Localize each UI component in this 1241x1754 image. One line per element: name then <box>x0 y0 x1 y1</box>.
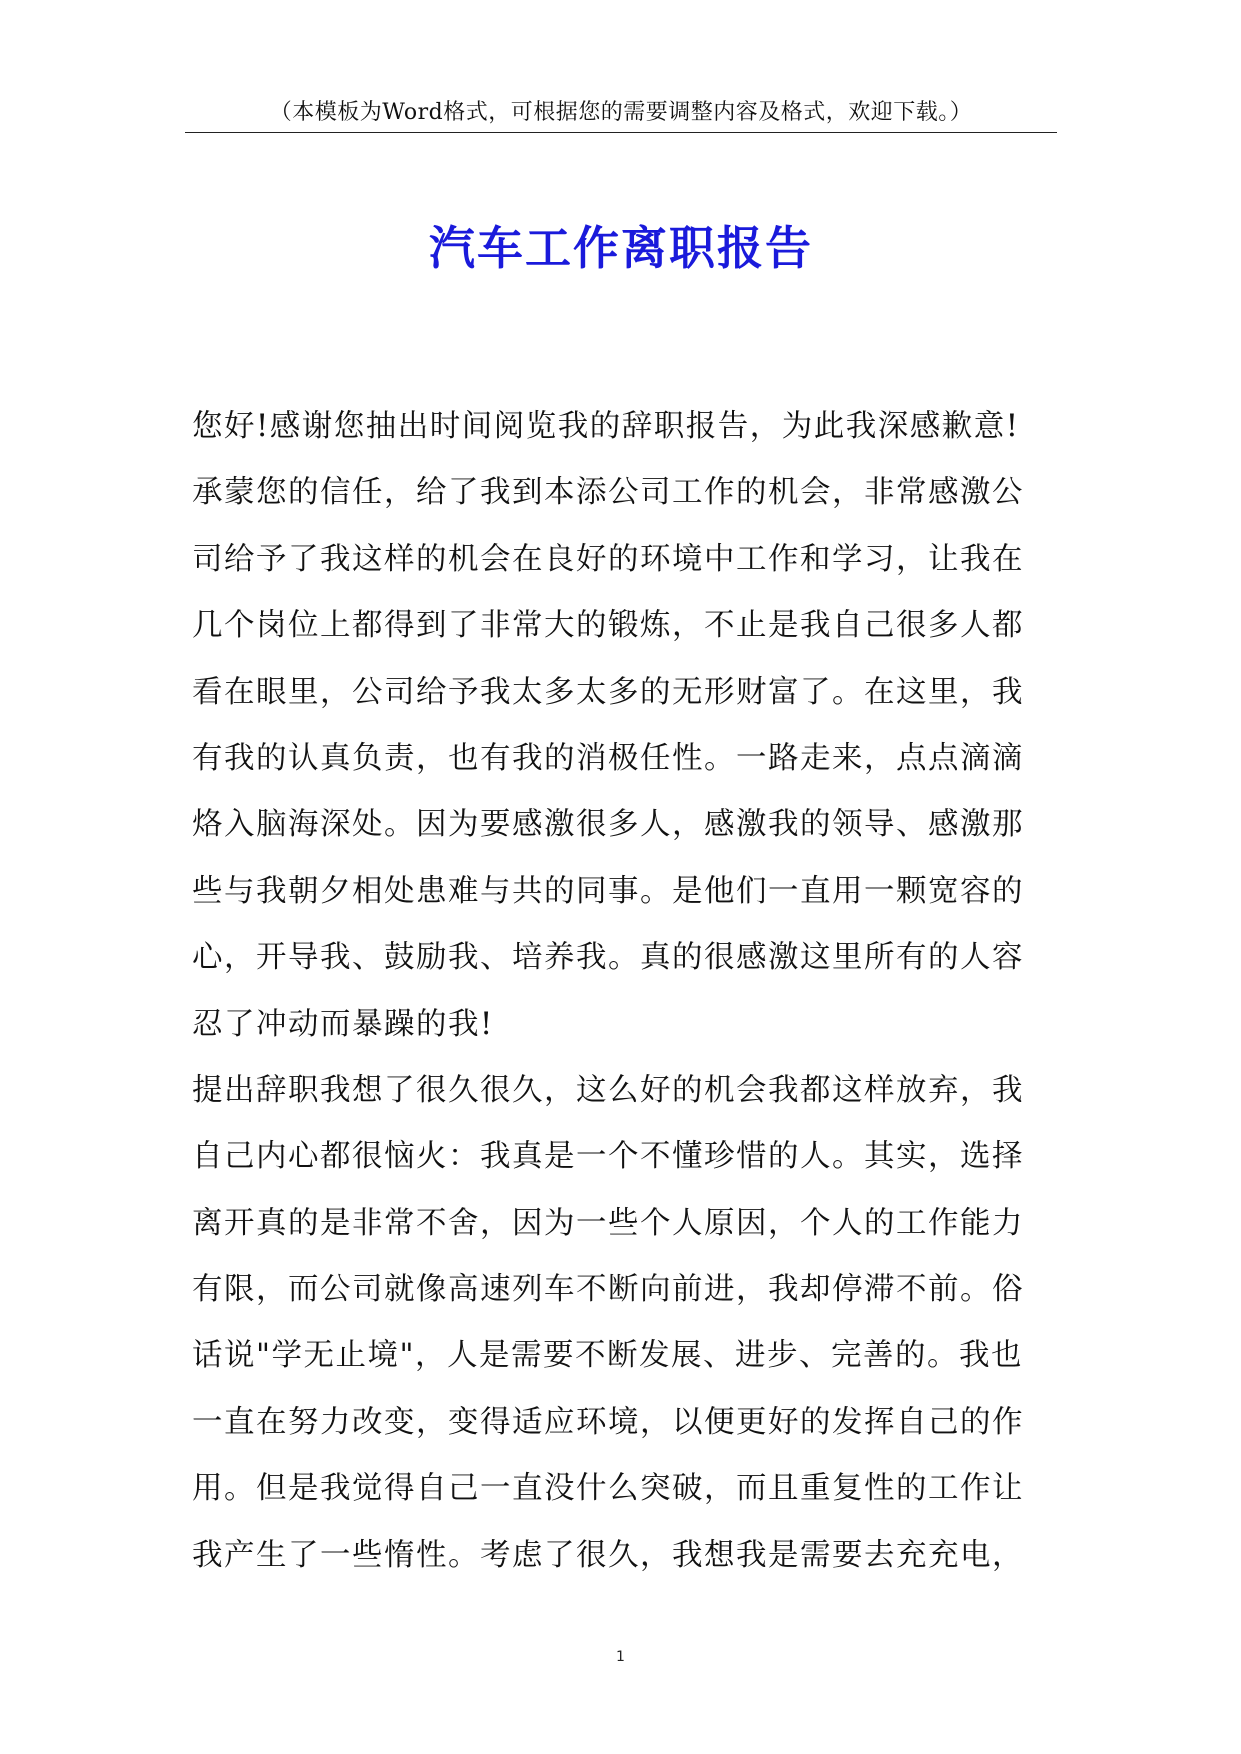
body-line: 些与我朝夕相处患难与共的同事。是他们一直用一颗宽容的 <box>192 873 1024 909</box>
document-title: 汽车工作离职报告 <box>429 221 813 275</box>
body-line: 几个岗位上都得到了非常大的锻炼，不止是我自己很多人都 <box>192 608 1024 644</box>
page-number: 1 <box>616 1649 625 1665</box>
body-line: 您好!感谢您抽出时间阅览我的辞职报告，为此我深感歉意! <box>192 409 1020 444</box>
body-line: 我产生了一些惰性。考虑了很久，我想我是需要去充充电， <box>192 1537 1024 1573</box>
body-line: 话说"学无止境"，人是需要不断发展、进步、完善的。我也 <box>192 1338 1024 1374</box>
body-line: 有我的认真负责，也有我的消极任性。一路走来，点点滴滴 <box>192 740 1024 776</box>
body-line: 用。但是我觉得自己一直没什么突破，而且重复性的工作让 <box>192 1471 1024 1507</box>
document-body <box>192 394 1072 1589</box>
body-line: 一直在努力改变，变得适应环境，以便更好的发挥自己的作 <box>192 1404 1024 1440</box>
body-line: 承蒙您的信任，给了我到本添公司工作的机会，非常感激公 <box>192 475 1024 511</box>
header-divider <box>185 132 1057 133</box>
body-line: 司给予了我这样的机会在良好的环境中工作和学习，让我在 <box>192 541 1024 577</box>
body-line: 忍了冲动而暴躁的我! <box>192 1006 494 1042</box>
body-line: 提出辞职我想了很久很久，这么好的机会我都这样放弃，我 <box>192 1072 1024 1108</box>
body-line: 自己内心都很恼火：我真是一个不懂珍惜的人。其实，选择 <box>192 1139 1024 1175</box>
body-line: 心，开导我、鼓励我、培养我。真的很感激这里所有的人容 <box>192 940 1024 976</box>
body-line: 看在眼里，公司给予我太多太多的无形财富了。在这里，我 <box>192 674 1024 710</box>
body-line: 离开真的是非常不舍，因为一些个人原因，个人的工作能力 <box>192 1205 1024 1241</box>
body-line: 有限，而公司就像高速列车不断向前进，我却停滞不前。俗 <box>192 1272 1024 1308</box>
template-header-note: （本模板为Word格式，可根据您的需要调整内容及格式，欢迎下载。） <box>269 100 973 125</box>
body-line: 烙入脑海深处。因为要感激很多人，感激我的领导、感激那 <box>192 807 1024 843</box>
